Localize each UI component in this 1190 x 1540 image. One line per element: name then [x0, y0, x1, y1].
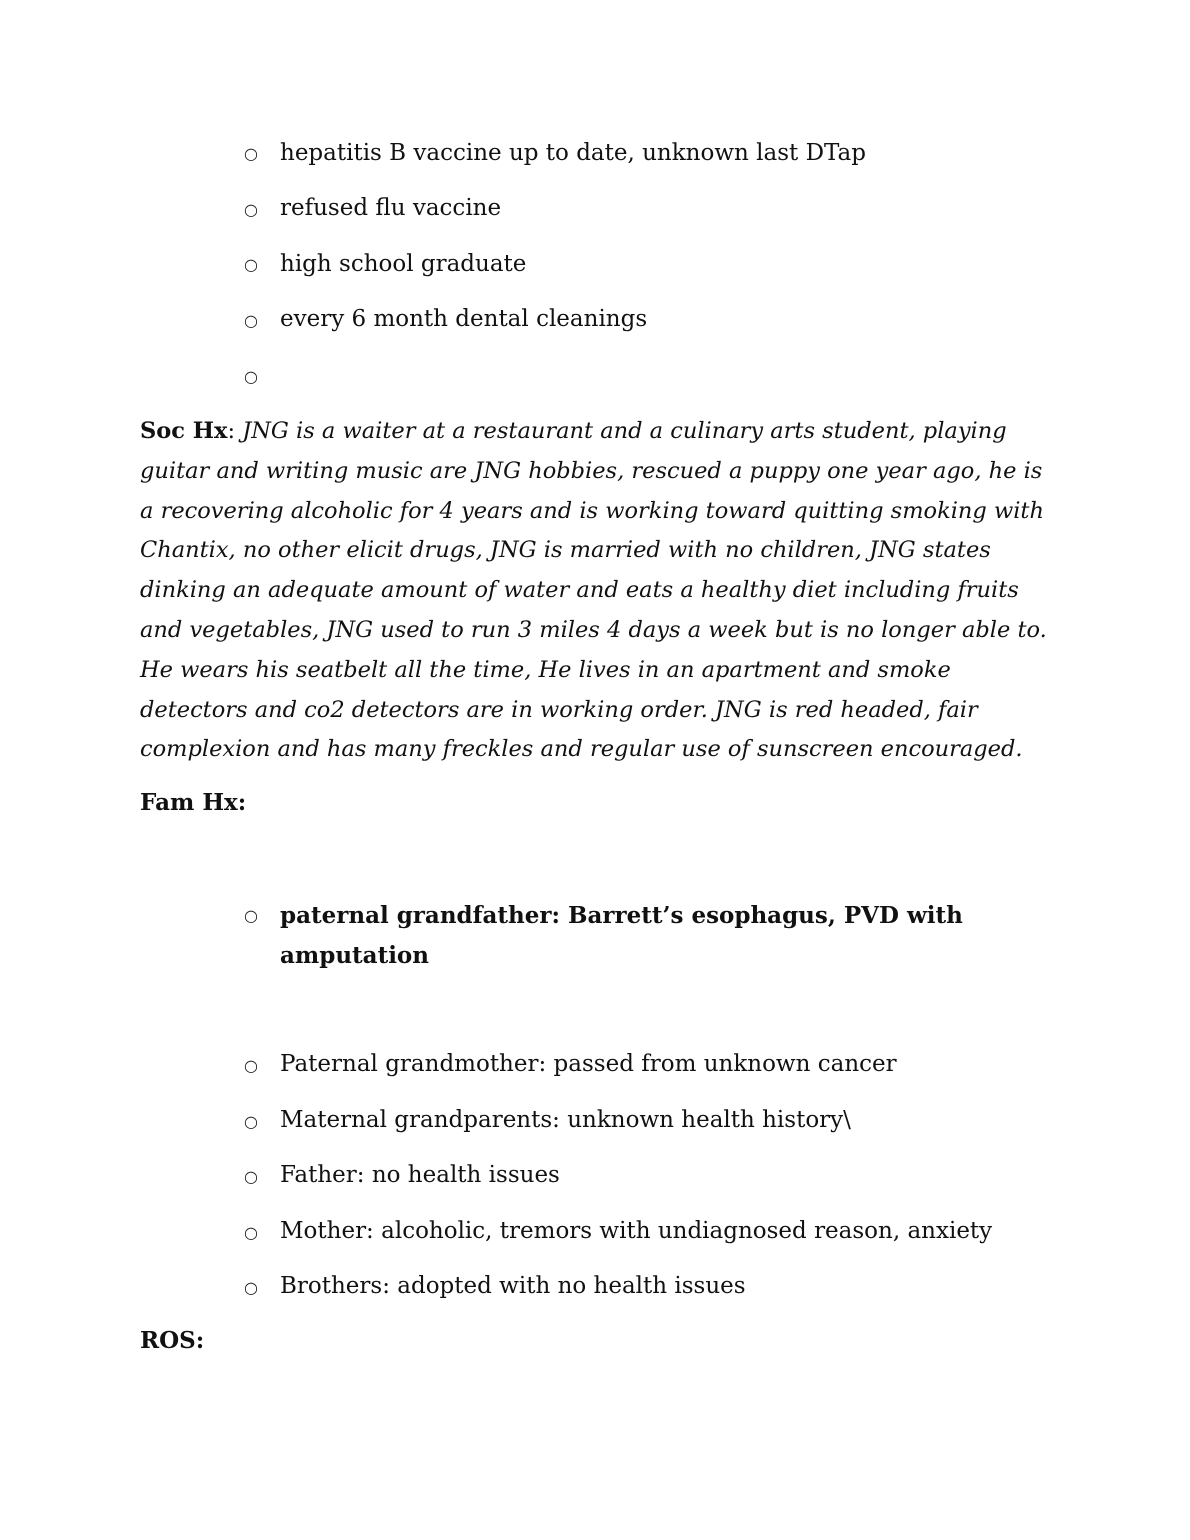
fam-hx-heading: Fam Hx:: [140, 789, 247, 816]
soc-hx-label: Soc Hx: [140, 418, 228, 444]
soc-hx-separator: :: [227, 418, 243, 444]
bullet-icon: ○: [244, 200, 258, 219]
bullet-icon: ○: [244, 1278, 258, 1297]
list-item: hepatitis B vaccine up to date, unknown last DTap: [280, 140, 866, 166]
bullet-icon: ○: [244, 1112, 258, 1131]
bullet-icon: ○: [244, 144, 258, 163]
bullet-icon: ○: [244, 1223, 258, 1242]
list-item: Paternal grandmother: passed from unknown cancer: [280, 1051, 897, 1077]
soc-hx-text: JNG is a waiter at a restaurant and a culinary arts student, playing guitar and writing music are JNG hobbies, rescued a puppy one year ago, he is a recovering alcoholic for 4 years and is working toward quitting smoking with Chantix, no other elicit drugs, JNG is married with no children, JNG states dinking an adequate amount of water and eats a healthy diet including fruits and vegetables, JNG used to run 3 miles 4 days a week but is no longer able to. He wears his seatbelt all the time, He lives in an apartment and smoke detectors and co2 detectors are in working order. JNG is red headed, fair complexion and has many freckles and regular use of sunscreen encouraged.: [140, 418, 1047, 763]
list-item: refused flu vaccine: [280, 195, 502, 221]
list-item: Father: no health issues: [280, 1162, 560, 1188]
bullet-icon: ○: [244, 255, 258, 274]
bullet-icon: ○: [244, 367, 258, 386]
list-item: Brothers: adopted with no health issues: [280, 1273, 746, 1299]
list-item: high school graduate: [280, 251, 527, 277]
bullet-icon: ○: [244, 1167, 258, 1186]
list-item: Mother: alcoholic, tremors with undiagnosed reason, anxiety: [280, 1218, 993, 1244]
bullet-icon: ○: [244, 906, 258, 925]
bullet-icon: ○: [244, 1056, 258, 1075]
soc-hx-paragraph: [140, 412, 1060, 770]
list-item: Maternal grandparents: unknown health history\: [280, 1107, 851, 1133]
fam-hx-bold-item: paternal grandfather: Barrett’s esophagus, PVD with amputation: [280, 902, 963, 969]
list-item: every 6 month dental cleanings: [280, 306, 648, 332]
ros-heading: ROS:: [140, 1327, 205, 1354]
bullet-icon: ○: [244, 311, 258, 330]
